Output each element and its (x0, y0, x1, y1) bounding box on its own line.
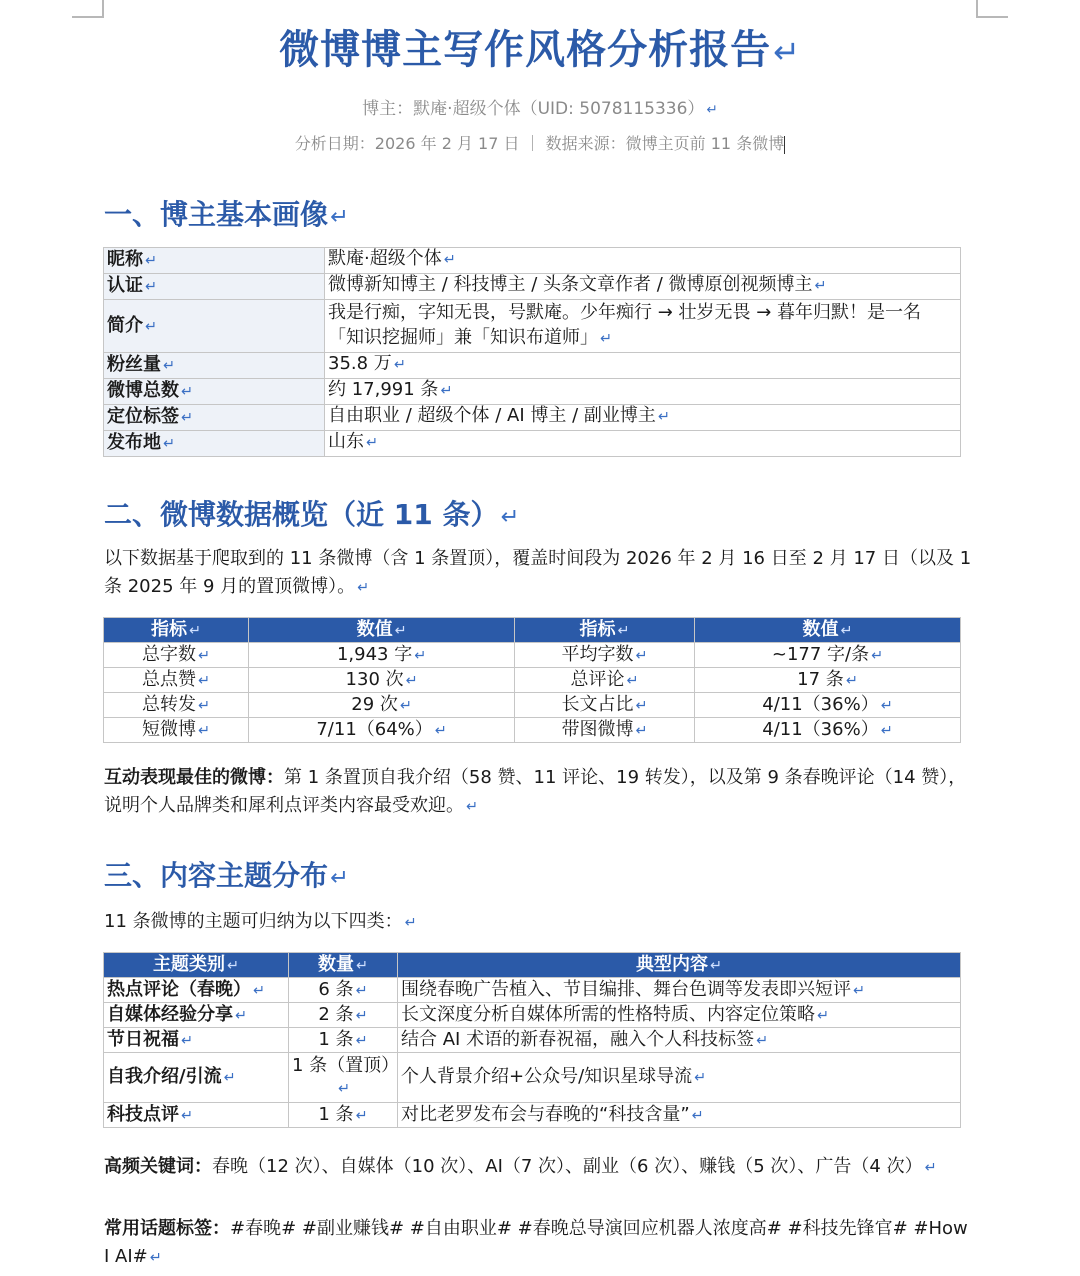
table-cell: 热点评论（春晚） ↵ (104, 978, 289, 1003)
analysis-meta: 分析日期：2026 年 2 月 17 日 ｜ 数据来源：微博主页前 11 条微博 (294, 134, 785, 153)
table-cell: 定位标签 ↵ (104, 405, 325, 431)
section-heading-topics: 三、内容主题分布↵ (104, 859, 349, 892)
keywords-paragraph: 高频关键词：春晚（12 次）、自媒体（10 次）、AI（7 次）、副业（6 次）、赚钱（5 次）、广告（4 次） ↵ (104, 1156, 937, 1177)
table-cell: 6 条 ↵ (289, 978, 398, 1003)
table-row (104, 1053, 961, 1103)
table-cell: 29 次 ↵ (249, 693, 515, 718)
table-cell: 2 条 ↵ (289, 1003, 398, 1028)
table-cell: 对比老罗发布会与春晚的“科技含量” ↵ (398, 1103, 961, 1128)
table-row (104, 718, 961, 743)
table-cell: 平均字数 ↵ (515, 643, 695, 668)
table-header-row (104, 953, 961, 978)
table-cell: 指标 ↵ (104, 618, 249, 643)
table-row (104, 248, 961, 274)
table-cell: 山东 ↵ (325, 431, 961, 457)
table-cell: 约 17,991 条 ↵ (325, 379, 961, 405)
table-header-row (104, 618, 961, 643)
table-cell: 科技点评 ↵ (104, 1103, 289, 1128)
table-cell: 围绕春晚广告植入、节目编排、舞台色调等发表即兴短评 ↵ (398, 978, 961, 1003)
table-cell: 微博总数 ↵ (104, 379, 325, 405)
table-cell: 1 条 ↵ (289, 1028, 398, 1053)
hashtags-paragraph: 常用话题标签：#春晚# #副业赚钱# #自由职业# #春晚总导演回应机器人浓度高# #科技先锋官# #How I AI# ↵ (104, 1218, 968, 1267)
profile-table (103, 247, 961, 457)
table-cell: 微博新知博主 / 科技博主 / 头条文章作者 / 微博原创视频博主 ↵ (325, 274, 961, 300)
stats-table (103, 617, 961, 743)
table-cell: 1 条 ↵ (289, 1103, 398, 1128)
table-cell: 长文占比 ↵ (515, 693, 695, 718)
table-cell: 1,943 字 ↵ (249, 643, 515, 668)
table-cell: 发布地 ↵ (104, 431, 325, 457)
table-cell: 认证 ↵ (104, 274, 325, 300)
table-cell: 节日祝福 ↵ (104, 1028, 289, 1053)
table-row (104, 693, 961, 718)
data-intro-paragraph: 以下数据基于爬取到的 11 条微博（含 1 条置顶），覆盖时间段为 2026 年 2 月 16 日至 2 月 17 日（以及 1 条 2025 年 9 月的置顶微博）。 ↵ (104, 548, 972, 597)
table-cell: 带图微博 ↵ (515, 718, 695, 743)
table-cell: 结合 AI 术语的新春祝福，融入个人科技标签 ↵ (398, 1028, 961, 1053)
table-cell: 4/11（36%） ↵ (695, 718, 961, 743)
table-cell: 昵称 ↵ (104, 248, 325, 274)
table-row (104, 379, 961, 405)
table-cell: 典型内容 ↵ (398, 953, 961, 978)
table-cell: 数值 ↵ (695, 618, 961, 643)
table-cell: 自由职业 / 超级个体 / AI 博主 / 副业博主 ↵ (325, 405, 961, 431)
table-cell: 自我介绍/引流 ↵ (104, 1053, 289, 1103)
table-row (104, 978, 961, 1003)
table-cell: 7/11（64%） ↵ (249, 718, 515, 743)
table-cell: 主题类别 ↵ (104, 953, 289, 978)
table-cell: 1 条（置顶）↵ (289, 1053, 398, 1103)
table-cell: 17 条 ↵ (695, 668, 961, 693)
table-cell: 简介 ↵ (104, 300, 325, 353)
table-row (104, 1028, 961, 1053)
section-heading-data-overview: 二、微博数据概览（近 11 条）↵ (104, 498, 520, 531)
topics-intro: 11 条微博的主题可归纳为以下四类： ↵ (104, 911, 417, 932)
blogger-subtitle: 博主：默庵·超级个体（UID: 5078115336） ↵ (362, 99, 718, 119)
table-cell: 我是行痴，字知无畏，号默庵。少年痴行 → 壮岁无畏 → 暮年归默！是一名「知识挖掘师」兼「知识布道师」 ↵ (325, 300, 961, 353)
table-row (104, 353, 961, 379)
table-cell: 个人背景介绍+公众号/知识星球导流 ↵ (398, 1053, 961, 1103)
table-row (104, 1003, 961, 1028)
table-row (104, 274, 961, 300)
table-row (104, 405, 961, 431)
table-cell: 总点赞 ↵ (104, 668, 249, 693)
table-cell: 35.8 万 ↵ (325, 353, 961, 379)
text-cursor (784, 136, 785, 154)
table-cell: 数值 ↵ (249, 618, 515, 643)
table-row (104, 1103, 961, 1128)
table-row (104, 643, 961, 668)
engagement-note: 互动表现最佳的微博：第 1 条置顶自我介绍（58 赞、11 评论、19 转发），以及第 9 条春晚评论（14 赞），说明个人品牌类和犀利点评类内容最受欢迎。 ↵ (104, 767, 967, 816)
table-row (104, 668, 961, 693)
topics-table (103, 952, 961, 1128)
table-cell: 粉丝量 ↵ (104, 353, 325, 379)
section-heading-profile: 一、博主基本画像↵ (104, 198, 349, 231)
table-cell: 长文深度分析自媒体所需的性格特质、内容定位策略 ↵ (398, 1003, 961, 1028)
table-cell: ~177 字/条 ↵ (695, 643, 961, 668)
table-row (104, 431, 961, 457)
table-cell: 自媒体经验分享 ↵ (104, 1003, 289, 1028)
crop-mark-top-left (72, 0, 104, 18)
table-cell: 数量 ↵ (289, 953, 398, 978)
document-title: 微博博主写作风格分析报告↵ (279, 27, 801, 73)
table-cell: 默庵·超级个体 ↵ (325, 248, 961, 274)
table-cell: 130 次 ↵ (249, 668, 515, 693)
table-cell: 总字数 ↵ (104, 643, 249, 668)
crop-mark-top-right (976, 0, 1008, 18)
table-cell: 总评论 ↵ (515, 668, 695, 693)
table-cell: 4/11（36%） ↵ (695, 693, 961, 718)
table-row (104, 300, 961, 353)
table-cell: 指标 ↵ (515, 618, 695, 643)
table-cell: 短微博 ↵ (104, 718, 249, 743)
table-cell: 总转发 ↵ (104, 693, 249, 718)
